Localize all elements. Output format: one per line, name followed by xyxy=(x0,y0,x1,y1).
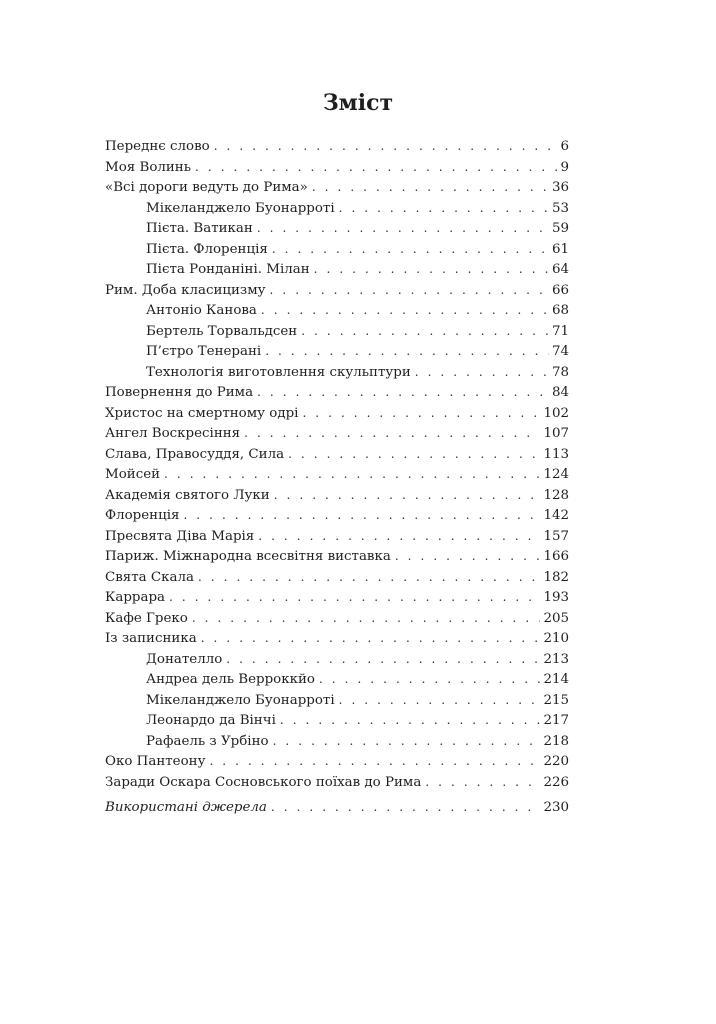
dot-leader xyxy=(314,259,549,280)
toc-entry xyxy=(105,587,569,608)
toc-entry-page-number: 71 xyxy=(551,323,569,339)
toc-entry-title: Рафаель з Урбіно xyxy=(146,733,269,749)
toc-entry-page-number: 128 xyxy=(543,487,569,503)
toc-entry-page-number: 53 xyxy=(551,200,569,216)
dot-leader xyxy=(198,567,540,588)
dot-leader xyxy=(261,300,549,321)
dot-leader xyxy=(425,772,540,793)
toc-entry-title: Ангел Воскресіння xyxy=(105,426,241,441)
toc-entry-title: П’єтро Тенерані xyxy=(146,344,262,359)
toc-entry-page-number: 193 xyxy=(543,590,569,605)
toc-entry xyxy=(105,403,569,424)
dot-leader xyxy=(201,628,541,649)
toc-entry-page-number: 107 xyxy=(543,426,569,441)
dot-leader xyxy=(272,239,549,260)
dot-leader xyxy=(192,608,541,629)
toc-entry-page-number: 68 xyxy=(551,303,569,318)
dot-leader xyxy=(265,341,549,362)
toc-entry-page-number: 66 xyxy=(551,282,569,298)
dot-leader xyxy=(195,157,557,178)
toc-entry-title: Пієта Ронданіні. Мілан xyxy=(146,262,310,277)
dot-leader xyxy=(183,505,540,526)
dot-leader xyxy=(257,382,549,403)
dot-leader xyxy=(257,218,549,239)
toc-entry-page-number: 142 xyxy=(543,508,569,523)
dot-leader xyxy=(169,587,540,608)
toc-entry-title: Повернення до Рима xyxy=(105,385,254,400)
dot-leader xyxy=(273,731,541,752)
toc-entry xyxy=(105,797,569,818)
toc-entry xyxy=(105,546,569,567)
toc-entry-page-number: 9 xyxy=(560,159,569,175)
toc-entry xyxy=(105,567,569,588)
toc-entry-title: Антоніо Канова xyxy=(146,303,257,318)
toc-entry-page-number: 218 xyxy=(543,733,569,749)
dot-leader xyxy=(209,751,540,772)
toc-entry-page-number: 84 xyxy=(551,385,569,400)
toc-entry-page-number: 220 xyxy=(543,754,569,769)
toc-entry-title: Пресвята Діва Марія xyxy=(105,528,255,544)
toc-entry-title: Слава, Правосуддя, Сила xyxy=(105,446,285,462)
toc-entry-page-number: 205 xyxy=(543,610,569,626)
dot-leader xyxy=(288,444,540,465)
dot-leader xyxy=(214,136,558,157)
toc-entry xyxy=(105,239,569,260)
toc-entry-page-number: 113 xyxy=(543,446,569,462)
toc-entry-page-number: 226 xyxy=(543,774,569,790)
toc-entry xyxy=(105,259,569,280)
toc-entry-title: Бертель Торвальдсен xyxy=(146,323,298,339)
toc-entry-title: Леонардо да Вінчі xyxy=(146,713,276,728)
toc-entry-title: Заради Оскара Сосновського поїхав до Рима xyxy=(105,774,422,790)
toc-entry-title: Кафе Греко xyxy=(105,610,188,626)
toc-entry xyxy=(105,300,569,321)
toc-entry xyxy=(105,731,569,752)
toc-entry xyxy=(105,669,569,690)
toc-entry-page-number: 124 xyxy=(543,467,569,482)
toc-entry-title: Христос на смертному одрі xyxy=(105,405,299,421)
toc-entry-page-number: 59 xyxy=(551,221,569,236)
dot-leader xyxy=(339,690,541,711)
toc-entry xyxy=(105,444,569,465)
toc-entry-title: Академія святого Луки xyxy=(105,487,270,503)
toc-entry xyxy=(105,382,569,403)
toc-entry-title: Андреа дель Верроккйо xyxy=(146,672,315,687)
toc-entry xyxy=(105,362,569,383)
toc-entry-page-number: 74 xyxy=(551,344,569,359)
dot-leader xyxy=(301,321,549,342)
toc-entry xyxy=(105,710,569,731)
dot-leader xyxy=(339,198,549,219)
dot-leader xyxy=(319,669,540,690)
toc-entry-title: Моя Волинь xyxy=(105,159,192,175)
toc-entry-page-number: 213 xyxy=(543,651,569,667)
toc-entry-title: Донателло xyxy=(146,651,223,667)
toc-entry-page-number: 182 xyxy=(543,569,569,585)
toc-entry xyxy=(105,526,569,547)
toc-entry xyxy=(105,751,569,772)
toc-entry xyxy=(105,218,569,239)
toc-entry-page-number: 157 xyxy=(543,528,569,544)
toc-entry-page-number: 210 xyxy=(543,631,569,646)
toc-entry-page-number: 166 xyxy=(543,549,569,564)
toc-entry xyxy=(105,423,569,444)
toc-entry-page-number: 64 xyxy=(551,262,569,277)
toc-entry-title: «Всі дороги ведуть до Рима» xyxy=(105,180,308,195)
toc-entry-page-number: 78 xyxy=(551,364,569,380)
toc-entry-page-number: 230 xyxy=(543,800,569,815)
toc-entry-title: Мойсей xyxy=(105,467,161,482)
toc-entry xyxy=(105,690,569,711)
toc-entry xyxy=(105,321,569,342)
toc-entry-page-number: 215 xyxy=(543,692,569,708)
toc-entry xyxy=(105,772,569,793)
toc-entry-page-number: 102 xyxy=(543,405,569,421)
dot-leader xyxy=(164,464,540,485)
dot-leader xyxy=(244,423,540,444)
toc-entry-page-number: 6 xyxy=(560,139,569,154)
toc-entry-title: Із записника xyxy=(105,631,197,646)
toc-entry-title: Рим. Доба класицизму xyxy=(105,282,266,298)
toc-entry xyxy=(105,280,569,301)
dot-leader xyxy=(395,546,541,567)
toc-entry xyxy=(105,628,569,649)
dot-leader xyxy=(258,526,540,547)
dot-leader xyxy=(270,280,549,301)
toc-entry-page-number: 217 xyxy=(543,713,569,728)
toc-entry-page-number: 61 xyxy=(551,241,569,257)
toc-entry xyxy=(105,341,569,362)
toc-entry-title: Технологія виготовлення скульптури xyxy=(146,364,411,380)
dot-leader xyxy=(274,485,541,506)
toc-entry-title: Каррара xyxy=(105,590,166,605)
page-title: Зміст xyxy=(322,90,394,116)
toc-entry xyxy=(105,198,569,219)
toc-entry xyxy=(105,136,569,157)
toc-entry xyxy=(105,157,569,178)
toc-entry-title: Флоренція xyxy=(105,508,180,523)
dot-leader xyxy=(226,649,540,670)
toc-entry-page-number: 36 xyxy=(551,180,569,195)
toc-entry-title: Пієта. Флоренція xyxy=(146,241,268,257)
dot-leader xyxy=(302,403,540,424)
dot-leader xyxy=(271,797,541,818)
toc-entry-title: Переднє слово xyxy=(105,139,210,154)
dot-leader xyxy=(312,177,549,198)
dot-leader xyxy=(415,362,549,383)
toc-entry-page-number: 214 xyxy=(543,672,569,687)
toc-entry xyxy=(105,649,569,670)
toc-entry-title: Париж. Міжнародна всесвітня виставка xyxy=(105,549,391,564)
dot-leader xyxy=(280,710,541,731)
table-of-contents xyxy=(105,136,569,818)
toc-entry-title: Мікеланджело Буонарроті xyxy=(146,200,335,216)
toc-entry xyxy=(105,485,569,506)
toc-entry-title: Око Пантеону xyxy=(105,754,206,769)
toc-entry xyxy=(105,177,569,198)
toc-entry-title: Пієта. Ватикан xyxy=(146,221,253,236)
toc-entry xyxy=(105,505,569,526)
toc-entry-title: Використані джерела xyxy=(105,800,267,815)
toc-entry xyxy=(105,608,569,629)
toc-entry-title: Свята Скала xyxy=(105,569,194,585)
toc-entry xyxy=(105,464,569,485)
toc-entry-title: Мікеланджело Буонарроті xyxy=(146,692,335,708)
